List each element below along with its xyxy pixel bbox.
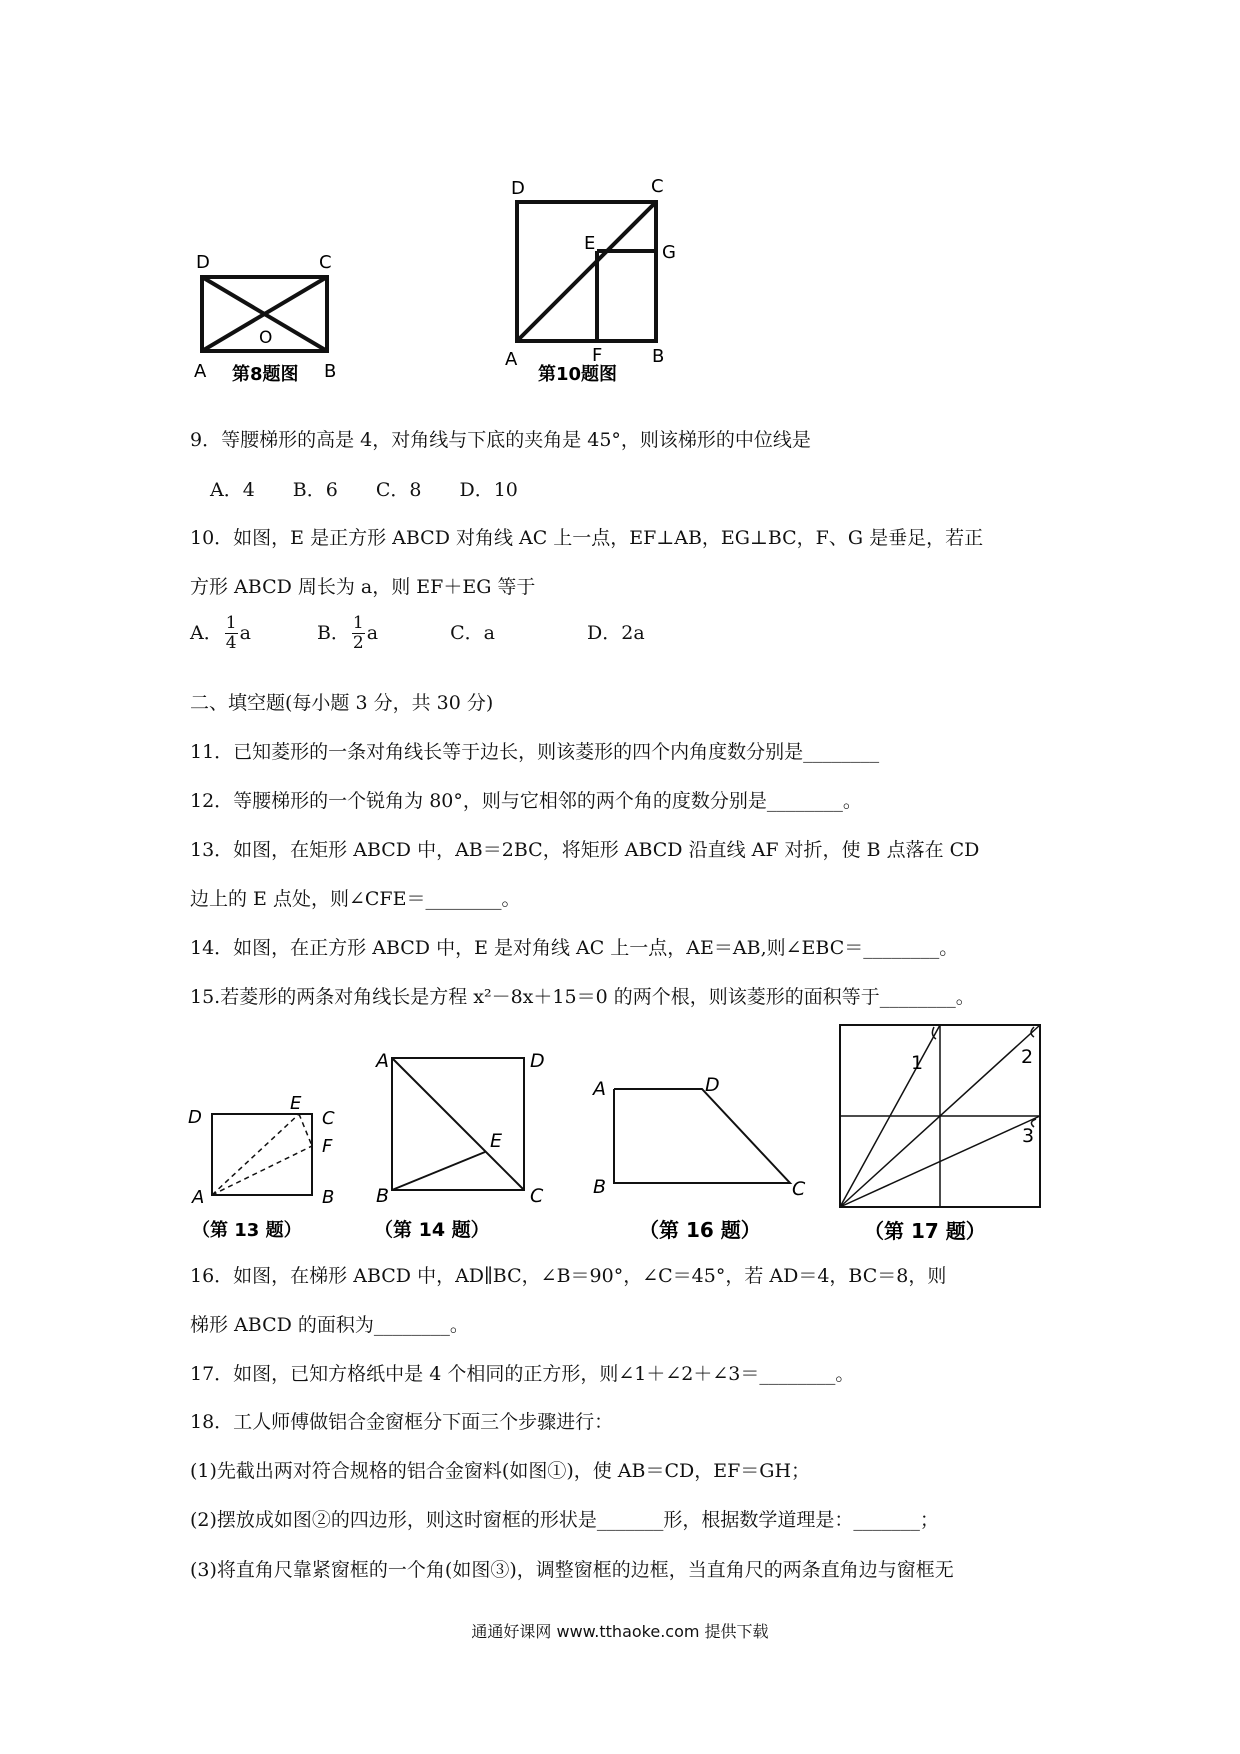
- option-a: A． $\frac{1}{4}$ a: [190, 613, 251, 653]
- question-13-line-1: 13．如图，在矩形 ABCD 中，AB＝2BC，将矩形 ABCD 沿直线 AF 对折，使 B 点落在 CD: [190, 839, 980, 861]
- question-10-line-2: 方形 ABCD 周长为 a，则 EF＋EG 等于: [190, 576, 536, 598]
- question-10-options: [190, 615, 645, 652]
- fig10-label-f: F: [592, 345, 603, 366]
- fig16-label-c: C: [792, 1178, 806, 1200]
- fig8-caption: 第8题图: [232, 364, 299, 385]
- figure-17: [830, 1015, 1060, 1250]
- option-d: D．2a: [587, 621, 645, 644]
- fig14-caption: （第 14 题）: [374, 1219, 490, 1241]
- question-18-step-3: (3)将直角尺靠紧窗框的一个角(如图③)，调整窗框的边框，当直角尺的两条直角边与窗框无: [190, 1559, 954, 1581]
- fig14-label-b: B: [376, 1185, 390, 1207]
- fig13-label-e: E: [290, 1093, 302, 1114]
- fig13-label-a: A: [192, 1187, 205, 1208]
- fig10-label-g: G: [662, 242, 676, 263]
- fig10-label-a: A: [505, 349, 518, 370]
- question-14: 14．如图，在正方形 ABCD 中，E 是对角线 AC 上一点，AE＝AB,则∠EBC＝________。: [190, 937, 959, 959]
- fig10-label-c: C: [651, 176, 664, 197]
- fig10-label-e: E: [584, 233, 596, 254]
- fig8-label-o: O: [259, 328, 273, 348]
- fig13-label-f: F: [322, 1136, 333, 1157]
- question-17: 17．如图，已知方格纸中是 4 个相同的正方形，则∠1＋∠2＋∠3＝________。: [190, 1363, 855, 1385]
- question-12: 12．等腰梯形的一个锐角为 80°，则与它相邻的两个角的度数分别是________。: [190, 790, 862, 812]
- figure-10: [500, 170, 700, 395]
- fig8-label-c: C: [319, 252, 332, 273]
- fig16-label-d: D: [705, 1074, 720, 1096]
- question-9: 9．等腰梯形的高是 4，对角线与下底的夹角是 45°，则该梯形的中位线是: [190, 429, 811, 451]
- fig13-caption: （第 13 题）: [192, 1220, 302, 1241]
- fig8-label-a: A: [194, 361, 207, 382]
- fig14-label-c: C: [530, 1185, 544, 1207]
- question-9-options: A．4 B．6 C．8 D．10: [210, 479, 518, 501]
- question-18-step-2: (2)摆放成如图②的四边形，则这时窗框的形状是_______形，根据数学道理是：_______；: [190, 1509, 939, 1531]
- question-16-line-1: 16．如图，在梯形 ABCD 中，AD∥BC，∠B＝90°，∠C＝45°，若 AD＝4，BC＝8，则: [190, 1265, 947, 1287]
- question-18: 18．工人师傅做铝合金窗框分下面三个步骤进行：: [190, 1411, 614, 1433]
- fig14-label-a: A: [376, 1050, 389, 1072]
- question-15: 15.若菱形的两条对角线长是方程 x²－8x＋15＝0 的两个根，则该菱形的面积等于________。: [190, 986, 975, 1008]
- option-c: C．a: [450, 621, 495, 644]
- figure-8: [180, 240, 370, 395]
- fig17-label-1: 1: [911, 1052, 924, 1074]
- fig8-label-b: B: [324, 361, 337, 382]
- fig17-label-2: 2: [1021, 1046, 1034, 1068]
- fig13-label-d: D: [188, 1107, 202, 1128]
- section-2-heading: 二、填空题(每小题 3 分，共 30 分): [190, 692, 494, 714]
- fig14-label-d: D: [530, 1050, 545, 1072]
- fig13-label-b: B: [322, 1187, 335, 1208]
- question-11: 11．已知菱形的一条对角线长等于边长，则该菱形的四个内角度数分别是________: [190, 741, 880, 763]
- question-16-line-2: 梯形 ABCD 的面积为________。: [190, 1314, 469, 1336]
- fig16-label-b: B: [593, 1176, 607, 1198]
- question-18-step-1: (1)先截出两对符合规格的铝合金窗料(如图①)，使 AB＝CD，EF＝GH；: [190, 1460, 811, 1482]
- fig16-caption: （第 16 题）: [639, 1218, 761, 1242]
- figure-13: [188, 1090, 348, 1250]
- fig10-caption: 第10题图: [538, 364, 618, 385]
- option-b: B． $\frac{1}{2}$ a: [316, 613, 379, 653]
- fig13-label-c: C: [322, 1108, 335, 1129]
- fig17-caption: （第 17 题）: [864, 1219, 986, 1243]
- fig8-label-d: D: [196, 252, 210, 273]
- fig10-label-b: B: [652, 346, 665, 367]
- question-10-line-1: 10．如图，E 是正方形 ABCD 对角线 AC 上一点，EF⊥AB，EG⊥BC，F、G 是垂足，若正: [190, 527, 984, 549]
- fig16-label-a: A: [593, 1078, 606, 1100]
- figure-14: [370, 1040, 550, 1250]
- fig17-label-3: 3: [1022, 1125, 1035, 1147]
- fig14-label-e: E: [490, 1130, 503, 1152]
- question-13-line-2: 边上的 E 点处，则∠CFE＝________。: [190, 888, 521, 910]
- fig10-label-d: D: [511, 178, 525, 199]
- figure-16: [585, 1065, 815, 1250]
- page-footer: 通通好课网 www.tthaoke.com 提供下载: [471, 1622, 769, 1641]
